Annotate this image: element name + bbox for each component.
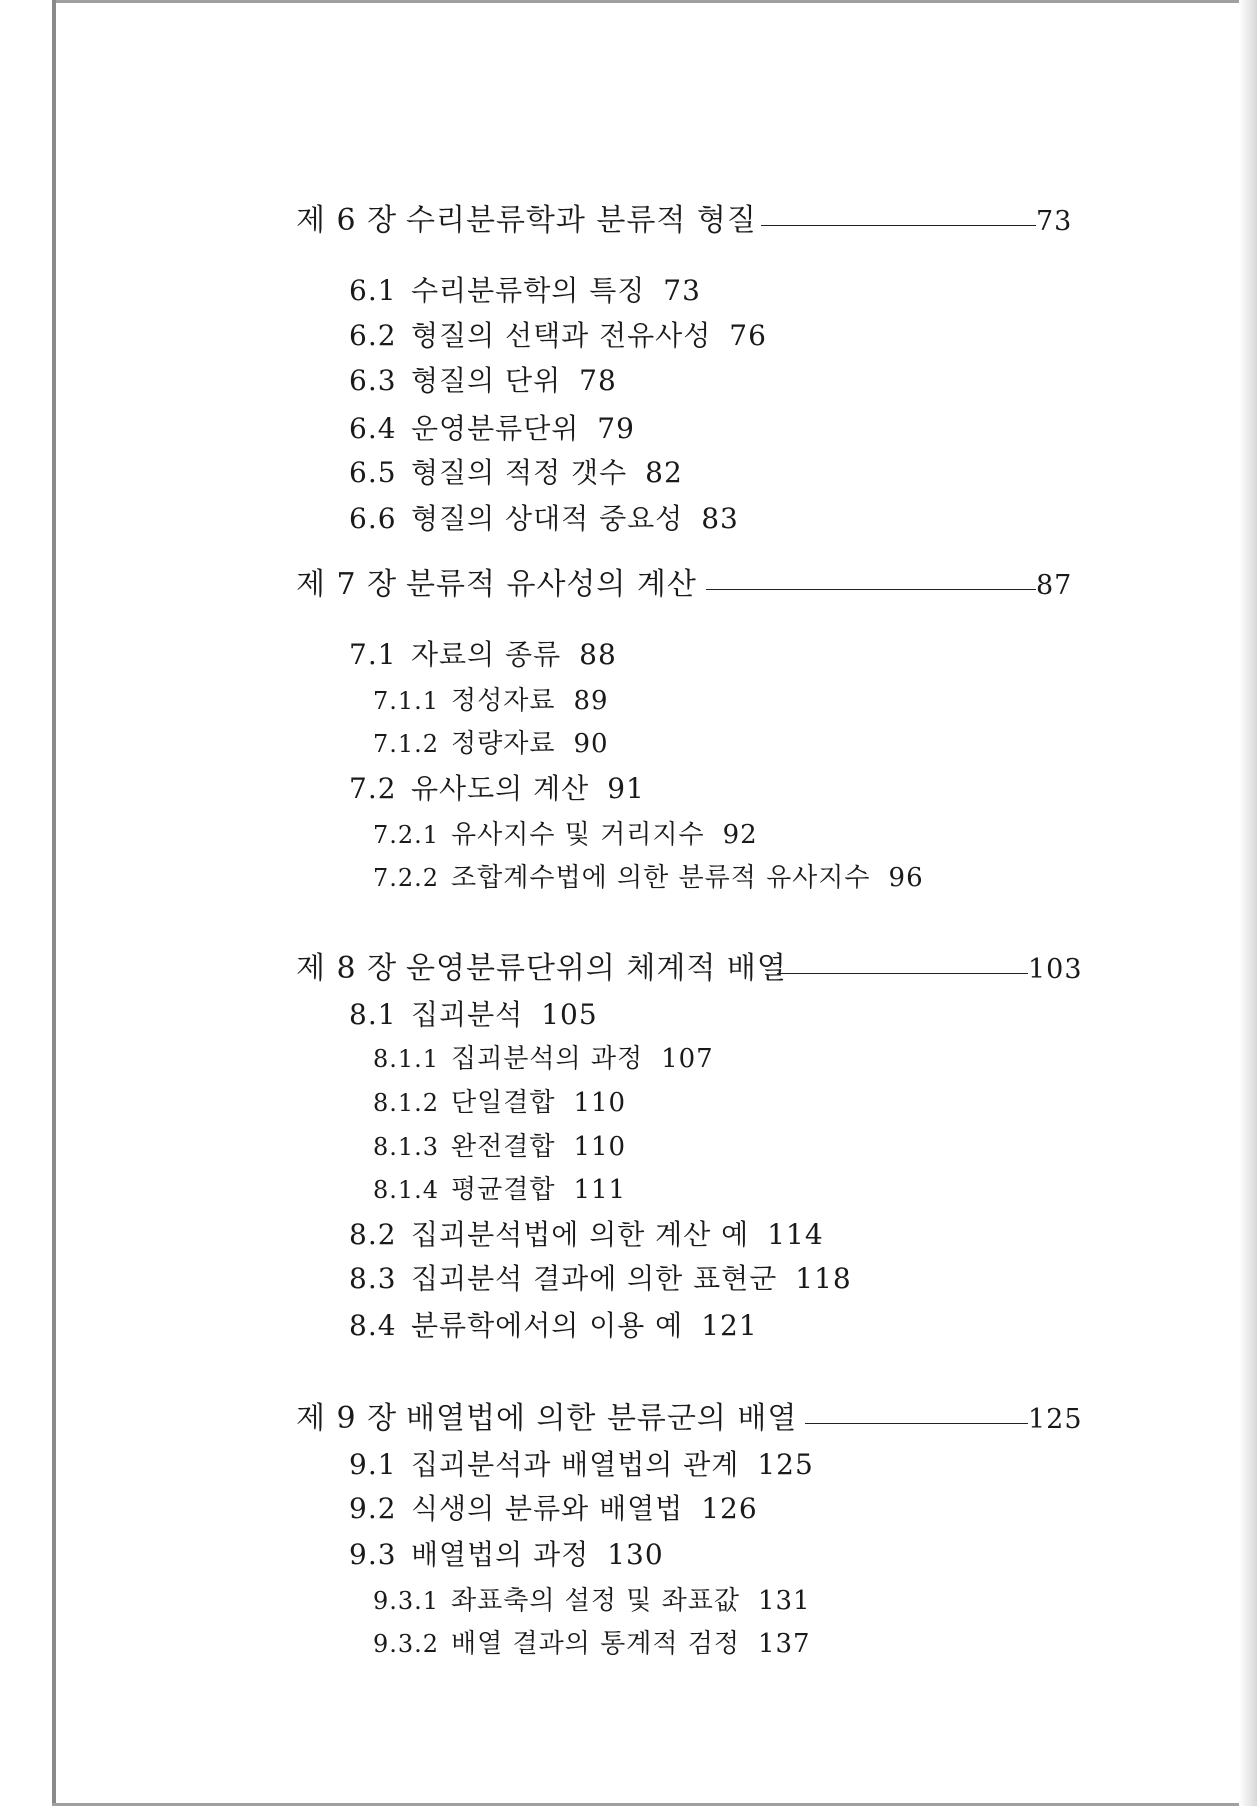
section-number: 7.2.1 — [373, 821, 440, 849]
toc-section — [349, 638, 617, 671]
toc-section — [349, 319, 767, 352]
section-title: 집괴분석과 배열법의 관계 — [411, 1448, 740, 1481]
section-number: 6.3 — [349, 364, 397, 397]
section-title: 완전결합 — [451, 1132, 556, 1162]
section-number: 9.3 — [349, 1538, 397, 1571]
toc-section — [349, 772, 645, 805]
toc-subsection — [373, 688, 609, 714]
toc-section — [349, 1448, 814, 1481]
section-page-number: 96 — [888, 863, 924, 893]
chapter-label: 제 9 장 — [296, 1401, 398, 1436]
section-title: 집괴분석 결과에 의한 표현군 — [411, 1262, 778, 1295]
section-title: 형질의 적정 갯수 — [411, 456, 628, 489]
chapter-label: 제 8 장 — [296, 951, 398, 986]
chapter-page-number: 87 — [1036, 570, 1073, 601]
section-page-number: 110 — [573, 1088, 627, 1118]
section-page-number: 126 — [701, 1492, 758, 1525]
section-title: 형질의 단위 — [411, 364, 562, 397]
section-number: 8.3 — [349, 1262, 397, 1295]
section-page-number: 121 — [701, 1309, 758, 1342]
section-number: 8.4 — [349, 1309, 397, 1342]
section-title: 조합계수법에 의한 분류적 유사지수 — [451, 863, 871, 893]
section-page-number: 90 — [573, 729, 609, 759]
section-title: 형질의 선택과 전유사성 — [411, 319, 712, 352]
section-number: 7.2.2 — [373, 864, 440, 892]
toc-subsection — [373, 822, 758, 848]
chapter-page-number: 103 — [1028, 954, 1083, 985]
toc-section — [349, 456, 683, 489]
section-number: 7.1.1 — [373, 687, 440, 715]
chapter-page-number: 73 — [1036, 206, 1073, 237]
section-number: 7.2 — [349, 772, 397, 805]
chapter-label: 제 6 장 — [296, 203, 398, 238]
chapter-label: 제 7 장 — [296, 567, 398, 602]
toc-subsection — [373, 1177, 626, 1203]
chapter-heading — [296, 1401, 798, 1436]
section-title: 형질의 상대적 중요성 — [411, 502, 684, 535]
toc-section — [349, 1218, 824, 1251]
section-page-number: 111 — [573, 1175, 627, 1205]
section-title: 정량자료 — [451, 729, 556, 759]
section-number: 8.1.1 — [373, 1045, 440, 1073]
section-number: 8.1.2 — [373, 1089, 440, 1117]
toc-subsection — [373, 865, 924, 891]
toc-section — [349, 502, 739, 535]
section-title: 수리분류학의 특징 — [411, 274, 646, 307]
section-title: 식생의 분류와 배열법 — [411, 1492, 684, 1525]
toc-section — [349, 998, 598, 1031]
section-number: 9.1 — [349, 1448, 397, 1481]
toc-subsection — [373, 1134, 626, 1160]
section-title: 유사도의 계산 — [411, 772, 590, 805]
section-number: 6.4 — [349, 412, 397, 445]
leader-line — [805, 1423, 1028, 1424]
section-page-number: 125 — [757, 1448, 814, 1481]
toc-subsection — [373, 731, 609, 757]
section-page-number: 88 — [579, 638, 617, 671]
section-title: 평균결합 — [451, 1175, 556, 1205]
toc-section — [349, 1492, 758, 1525]
section-page-number: 130 — [607, 1538, 664, 1571]
section-number: 8.2 — [349, 1218, 397, 1251]
chapter-title: 수리분류학과 분류적 형질 — [406, 203, 757, 238]
section-page-number: 78 — [579, 364, 617, 397]
section-title: 유사지수 및 거리지수 — [451, 820, 705, 850]
toc-subsection — [373, 1090, 626, 1116]
section-number: 9.3.1 — [373, 1587, 440, 1615]
section-title: 단일결합 — [451, 1088, 556, 1118]
section-number: 6.6 — [349, 502, 397, 535]
section-page-number: 83 — [701, 502, 739, 535]
section-page-number: 137 — [757, 1629, 811, 1659]
section-title: 배열법의 과정 — [411, 1538, 590, 1571]
chapter-page-number: 125 — [1028, 1404, 1083, 1435]
section-page-number: 73 — [663, 274, 701, 307]
section-title: 운영분류단위 — [411, 412, 580, 445]
toc-section — [349, 364, 617, 397]
chapter-heading — [296, 951, 787, 986]
toc-subsection — [373, 1631, 811, 1657]
section-number: 8.1.3 — [373, 1133, 440, 1161]
section-number: 7.1.2 — [373, 730, 440, 758]
section-title: 배열 결과의 통계적 검정 — [451, 1629, 740, 1659]
section-page-number: 82 — [645, 456, 683, 489]
section-page-number: 79 — [597, 412, 635, 445]
section-number: 6.5 — [349, 456, 397, 489]
section-page-number: 92 — [722, 820, 758, 850]
toc-section — [349, 1309, 758, 1342]
section-title: 집괴분석의 과정 — [451, 1044, 644, 1074]
section-page-number: 89 — [573, 686, 609, 716]
section-title: 정성자료 — [451, 686, 556, 716]
section-number: 8.1 — [349, 998, 397, 1031]
section-number: 8.1.4 — [373, 1176, 440, 1204]
section-page-number: 76 — [729, 319, 767, 352]
section-number: 9.3.2 — [373, 1630, 440, 1658]
toc-subsection — [373, 1588, 811, 1614]
section-title: 집괴분석 — [411, 998, 524, 1031]
leader-line — [777, 973, 1028, 974]
section-page-number: 107 — [661, 1044, 714, 1074]
section-number: 6.1 — [349, 274, 397, 307]
section-page-number: 131 — [757, 1586, 811, 1616]
toc-section — [349, 274, 701, 307]
leader-line — [706, 589, 1036, 590]
section-title: 좌표축의 설정 및 좌표값 — [451, 1586, 740, 1616]
section-title: 분류학에서의 이용 예 — [411, 1309, 684, 1342]
section-page-number: 118 — [795, 1262, 852, 1295]
section-title: 자료의 종류 — [411, 638, 562, 671]
toc-section — [349, 412, 635, 445]
section-number: 6.2 — [349, 319, 397, 352]
section-page-number: 110 — [573, 1132, 627, 1162]
section-title: 집괴분석법에 의한 계산 예 — [411, 1218, 750, 1251]
chapter-title: 운영분류단위의 체계적 배열 — [406, 951, 787, 986]
toc-section — [349, 1538, 664, 1571]
toc-subsection — [373, 1046, 714, 1072]
section-page-number: 114 — [767, 1218, 824, 1251]
section-page-number: 105 — [541, 998, 598, 1031]
chapter-heading — [296, 567, 697, 602]
leader-line — [761, 225, 1036, 226]
section-number: 7.1 — [349, 638, 397, 671]
chapter-title: 분류적 유사성의 계산 — [406, 567, 697, 602]
chapter-heading — [296, 203, 757, 238]
section-page-number: 91 — [607, 772, 645, 805]
chapter-title: 배열법에 의한 분류군의 배열 — [406, 1401, 798, 1436]
toc-section — [349, 1262, 852, 1295]
section-number: 9.2 — [349, 1492, 397, 1525]
